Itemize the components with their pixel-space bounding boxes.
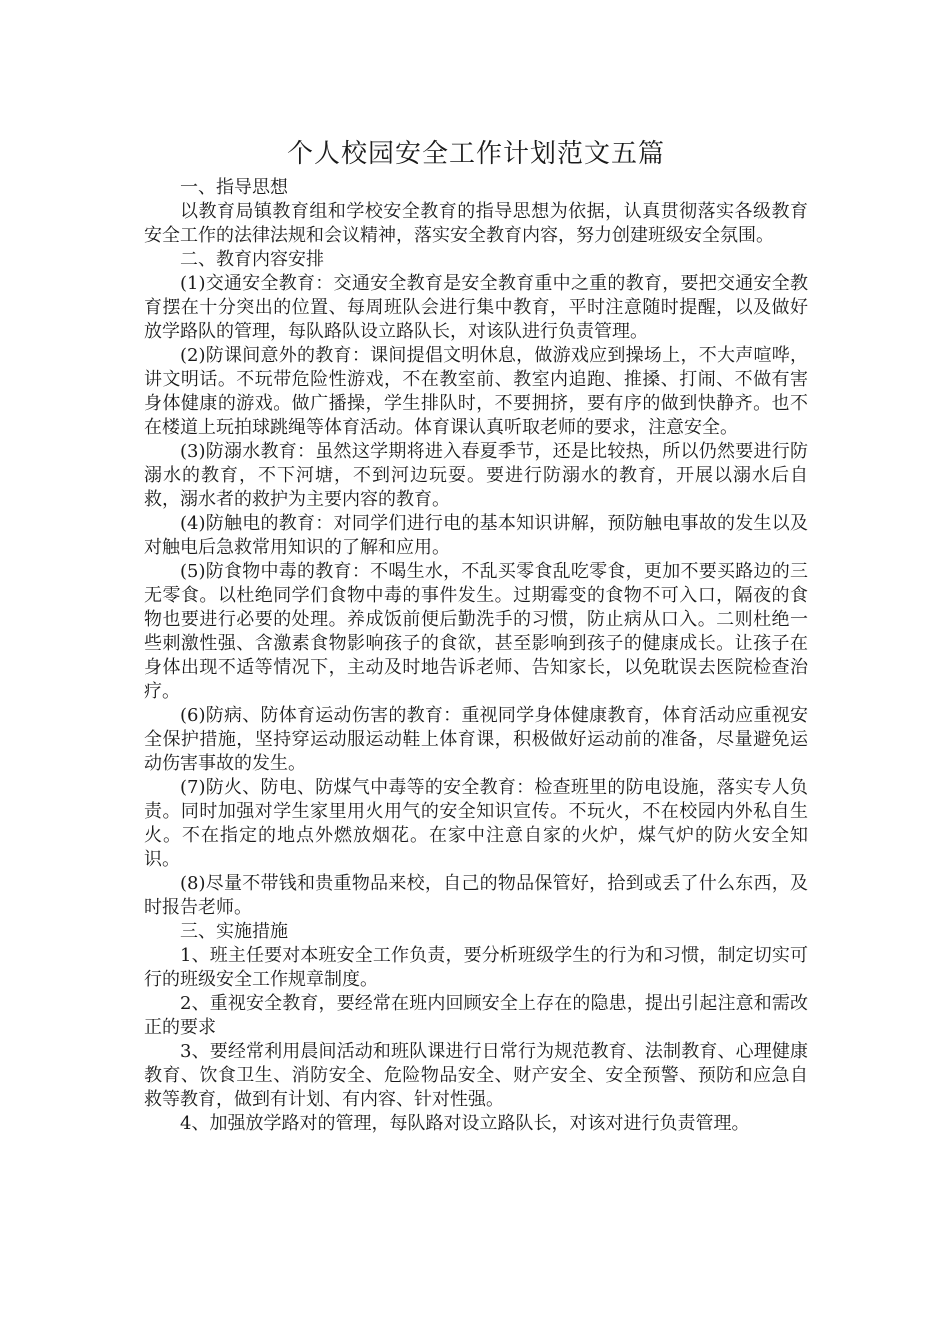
- paragraph-food-poisoning: (5)防食物中毒的教育：不喝生水，不乱买零食乱吃零食，更加不要买路边的三无零食。以杜绝同学们食物中毒的事件发生。过期霉变的食物不可入口，隔夜的食物也要进行必要的处理。养成饭前便后勤洗手的习惯，防止病从口入。二则杜绝一些刺激性强、含激素食物影响孩子的食欲，甚至影响到孩子的健康成长。让孩子在身体出现不适等情况下，主动及时地告诉老师、告知家长，以免耽误去医院检查治疗。: [144, 561, 808, 702]
- paragraph-traffic-safety: (1)交通安全教育：交通安全教育是安全教育重中之重的教育，要把交通安全教育摆在十分突出的位置、每周班队会进行集中教育，平时注意随时提醒，以及做好放学路队的管理，每队路队设立路队长，对该队进行负责管理。: [144, 273, 808, 342]
- paragraph-recess-safety: (2)防课间意外的教育：课间提倡文明休息，做游戏应到操场上，不大声喧哗，讲文明话。不玩带危险性游戏，不在教室前、教室内追跑、推搡、打闹、不做有害身体健康的游戏。做广播操，学生排队时，不要拥挤，要有序的做到快静齐。也不在楼道上玩拍球跳绳等体育活动。体育课认真听取老师的要求，注意安全。: [144, 345, 808, 438]
- paragraph-guiding-ideology: 以教育局镇教育组和学校安全教育的指导思想为依据，认真贯彻落实各级教育安全工作的法律法规和会议精神，落实安全教育内容，努力创建班级安全氛围。: [144, 201, 808, 246]
- heading-guiding-ideology: 一、指导思想: [180, 177, 288, 198]
- heading-education-content: 二、教育内容安排: [180, 249, 324, 270]
- heading-measures: 三、实施措施: [180, 921, 288, 942]
- paragraph-measure-1: 1、班主任要对本班安全工作负责，要分析班级学生的行为和习惯，制定切实可行的班级安全工作规章制度。: [144, 945, 808, 990]
- paragraph-sports-injury: (6)防病、防体育运动伤害的教育：重视同学身体健康教育，体育活动应重视安全保护措施，坚持穿运动服运动鞋上体育课，积极做好运动前的准备，尽量避免运动伤害事故的发生。: [144, 705, 808, 774]
- document-page: [144, 136, 808, 1136]
- paragraph-fire-safety: (7)防火、防电、防煤气中毒等的安全教育：检查班里的防电设施，落实专人负责。同时加强对学生家里用火用气的安全知识宣传。不玩火，不在校园内外私自生火。不在指定的地点外燃放烟花。在家中注意自家的火炉，煤气炉的防火安全知识。: [144, 777, 808, 870]
- document-title: 个人校园安全工作计划范文五篇: [286, 139, 665, 169]
- paragraph-measure-4: 4、加强放学路对的管理，每队路对设立路队长，对该对进行负责管理。: [180, 1113, 750, 1134]
- paragraph-valuables: (8)尽量不带钱和贵重物品来校，自己的物品保管好，拾到或丢了什么东西，及时报告老师。: [144, 873, 808, 918]
- paragraph-electric-shock: (4)防触电的教育：对同学们进行电的基本知识讲解，预防触电事故的发生以及对触电后急救常用知识的了解和应用。: [144, 513, 808, 558]
- paragraph-measure-3: 3、要经常利用晨间活动和班队课进行日常行为规范教育、法制教育、心理健康教育、饮食卫生、消防安全、危险物品安全、财产安全、安全预警、预防和应急自救等教育，做到有计划、有内容、针对性强。: [144, 1041, 808, 1110]
- paragraph-drowning-prevention: (3)防溺水教育：虽然这学期将进入春夏季节，还是比较热，所以仍然要进行防溺水的教育，不下河塘，不到河边玩耍。要进行防溺水的教育，开展以溺水后自救，溺水者的救护为主要内容的教育。: [144, 441, 808, 510]
- paragraph-measure-2: 2、重视安全教育，要经常在班内回顾安全上存在的隐患，提出引起注意和需改正的要求: [144, 993, 808, 1038]
